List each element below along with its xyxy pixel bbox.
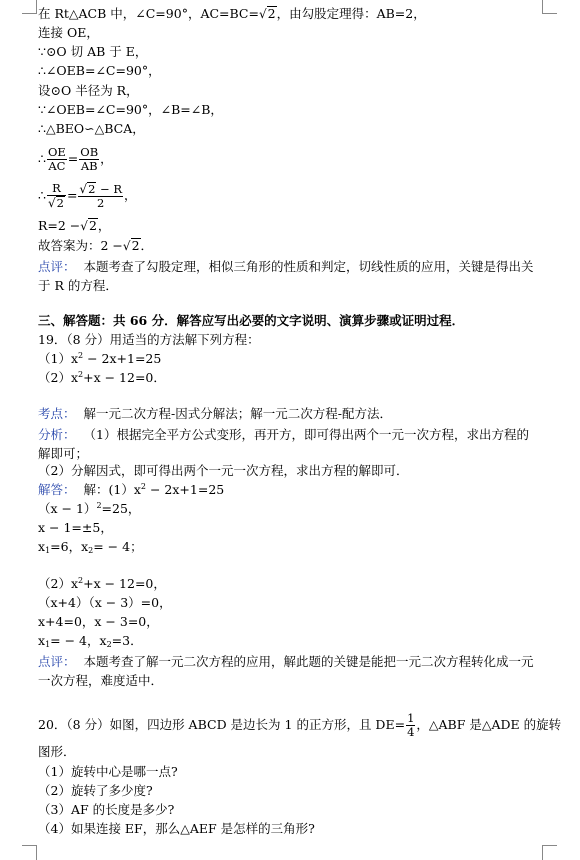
text: = (67, 151, 79, 166)
text: ， (97, 218, 111, 233)
denominator: 4 (407, 725, 415, 739)
knowledge-point (38, 406, 392, 422)
radicand: 2 (267, 6, 276, 21)
line-radius: 设⊙O 半径为 R， (38, 83, 139, 98)
question-19-part-2 (38, 370, 166, 386)
radical-sign: √ (258, 7, 267, 21)
fraction-sqrt2-minus-r (78, 182, 123, 210)
superscript: 2 (78, 351, 84, 360)
numerator: OE (47, 145, 66, 159)
text: ． (140, 238, 154, 253)
numerator: R (47, 182, 66, 196)
solution-line-1 (38, 482, 224, 498)
solution-line-4 (38, 539, 143, 555)
denominator: AB (80, 159, 98, 173)
line-tangent: ∵⊙O 切 AB 于 E， (38, 44, 148, 59)
radicand: 2 (88, 218, 97, 233)
crop-mark-bottom-left (22, 845, 37, 860)
text: ∴ (38, 187, 46, 203)
text: = (66, 187, 78, 203)
denominator (47, 196, 66, 210)
radical-sign: √ (80, 219, 88, 233)
solution-tag: 解答： (38, 482, 76, 497)
radicand: 2 (88, 182, 96, 196)
radicand: 2 (56, 196, 64, 210)
text: 20．（8 分）如图，四边形 ABCD 是边长为 1 的正方形，且 DE= (38, 717, 406, 732)
text: （2）x (38, 370, 79, 385)
crop-mark-top-right (542, 0, 557, 14)
superscript: 2 (140, 482, 146, 491)
comment-text: 本题考查了勾股定理，相似三角形的性质和判定，切线性质的应用，关键是得出关于 R 的方程． (38, 259, 534, 293)
crop-mark-bottom-right (542, 845, 557, 860)
question-20-intro-cont: 图形． (38, 744, 76, 759)
text: x (38, 633, 46, 648)
subscript: 1 (45, 640, 51, 649)
fraction-ob-ab (79, 146, 99, 173)
question-19-title: 19．（8 分）用适当的方法解下列方程： (38, 332, 260, 347)
text: ， (124, 187, 137, 203)
comment-tag: 点评： (38, 654, 76, 669)
subscript: 2 (106, 640, 112, 649)
comment-block-1 (38, 257, 538, 295)
solution-line-7: x+4=0，x − 3=0， (38, 614, 159, 629)
text: =3． (111, 633, 143, 648)
line-r-value (38, 218, 110, 234)
section-heading: 三、解答题：共 66 分．解答应写出必要的文字说明、演算步骤或证明过程． (38, 313, 465, 328)
fraction-r-sqrt2 (47, 182, 66, 210)
analysis-text: （1）根据完全平方公式变形，再开方，即可得出两个一元一次方程，求出方程的解即可； (38, 427, 529, 461)
comment-block-2 (38, 652, 538, 690)
knowledge-text: 解一元二次方程-因式分解法；解一元二次方程-配方法． (83, 406, 392, 421)
denominator: AC (48, 159, 66, 173)
numerator: OB (80, 145, 99, 159)
text: 故答案为：2 − (38, 238, 123, 253)
solution-line-5 (38, 576, 166, 592)
line-connect-oe: 连接 OE， (38, 25, 99, 40)
solution-line-6: （x+4）（x − 3）=0， (38, 595, 172, 610)
text: ，△ABF 是△ADE 的旋转 (416, 717, 562, 732)
text: =25， (101, 501, 141, 516)
question-20-sub-3: （3）AF 的长度是多少? (38, 802, 175, 817)
radicand: 2 (131, 238, 140, 253)
subscript: 1 (45, 546, 51, 555)
superscript: 2 (78, 576, 84, 585)
text: +x − 12=0， (83, 576, 166, 591)
text: x (38, 539, 46, 554)
text: − 2x+1=25 (146, 482, 225, 497)
line-similar: ∴△BEO∽△BCA， (38, 121, 145, 136)
text: 在 Rt△ACB 中，∠C=90°，AC=BC= (38, 6, 259, 21)
text: − R (96, 182, 123, 196)
superscript: 2 (96, 501, 102, 510)
solution-line-8 (38, 633, 143, 649)
radical-sign: √ (122, 239, 131, 253)
radical-sign: √ (47, 196, 56, 210)
text: − 2x+1=25 (83, 351, 162, 366)
solution-line-2 (38, 501, 140, 517)
question-20-sub-4: （4）如果连接 EF，那么△AEF 是怎样的三角形? (38, 821, 315, 836)
text: （x − 1） (38, 501, 97, 516)
radical-sign: √ (79, 182, 88, 196)
line-equation-r (38, 182, 137, 210)
comment-tag: 点评： (38, 259, 76, 274)
analysis-block (38, 425, 538, 463)
line-angle-oeb: ∴∠OEB=∠C=90°， (38, 63, 161, 78)
line-angles: ∵∠OEB=∠C=90°，∠B=∠B， (38, 102, 223, 117)
question-19-part-1 (38, 351, 161, 367)
text: R=2 − (38, 218, 81, 233)
text: ， (100, 151, 113, 166)
line-ratio (38, 146, 113, 173)
question-20-intro (38, 712, 561, 739)
question-20-sub-1: （1）旋转中心是哪一点? (38, 764, 178, 779)
knowledge-tag: 考点： (38, 406, 76, 421)
denominator: 2 (97, 196, 105, 210)
crop-mark-top-left (22, 0, 37, 14)
text: +x − 12=0． (83, 370, 166, 385)
fraction-one-quarter (406, 712, 415, 739)
fraction-oe-ac (47, 146, 67, 173)
line-pythagoras (38, 6, 426, 22)
line-answer (38, 238, 153, 254)
analysis-tag: 分析： (38, 427, 76, 442)
numerator (78, 182, 123, 197)
question-20-sub-2: （2）旋转了多少度? (38, 783, 153, 798)
numerator: 1 (407, 711, 415, 725)
analysis-line-2: （2）分解因式，即可得出两个一元一次方程，求出方程的解即可． (38, 463, 409, 478)
subscript: 2 (88, 546, 94, 555)
text: ，由勾股定理得：AB=2， (276, 6, 426, 21)
text: = − 4，x (50, 633, 107, 648)
comment-text: 本题考查了解一元二次方程的应用，解此题的关键是能把一元二次方程转化成一元一次方程，难度适中． (38, 654, 534, 688)
text: =6，x (50, 539, 89, 554)
text: 解：(1）x (83, 482, 141, 497)
superscript: 2 (78, 370, 84, 379)
text: （2）x (38, 576, 79, 591)
text: （1）x (38, 351, 79, 366)
solution-line-3: x − 1=±5， (38, 520, 113, 535)
text: = − 4； (93, 539, 143, 554)
text: ∴ (38, 151, 46, 166)
